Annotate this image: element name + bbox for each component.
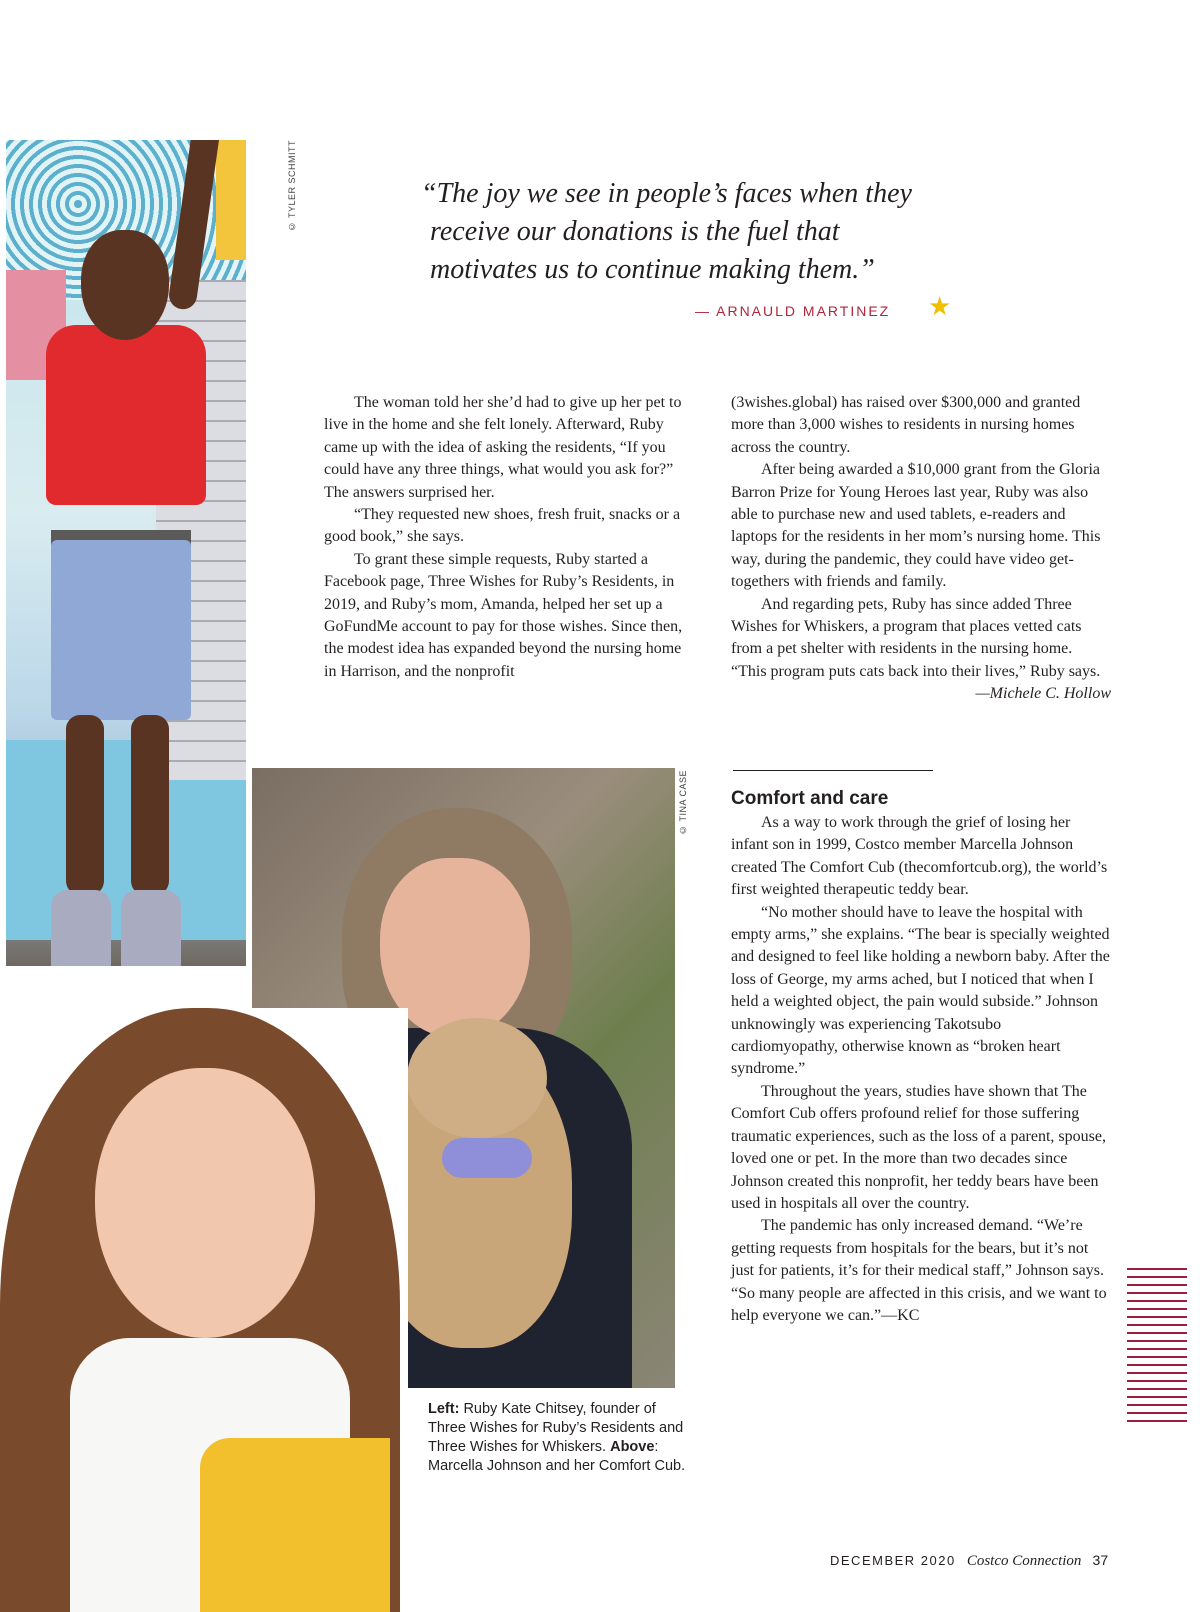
photo-credit-boy: © TYLER SCHMITT (287, 140, 297, 232)
paragraph: To grant these simple requests, Ruby started a Facebook page, Three Wishes for Ruby’s Residents, in 2019, and Ruby’s mom, Amanda, helped her set up a GoFundMe account to pay for those wishes. Since then, the modest idea has expanded beyond the nursing home in Harrison, and the nonprofit (324, 550, 683, 680)
caption-text-left: Ruby Kate Chitsey, founder of Three Wishes for Ruby’s Residents and Three Wishes for Whiskers. (428, 1401, 684, 1455)
paragraph: “No mother should have to leave the hospital with empty arms,” she explains. “The bear is specially weighted and designed to feel like holding a newborn baby. After the loss of George, my arms ached, but I noticed that when I held a weighted object, the pain would subside.” Johnson unknowingly was experiencing Takotsubo cardiomyopathy, otherwise known as “broken heart syndrome.” (731, 903, 1110, 1078)
byline: —Michele C. Hollow (975, 685, 1111, 703)
photo-credit-woman: © TINA CASE (678, 770, 688, 835)
paragraph: And regarding pets, Ruby has since added Three Wishes for Whiskers, a program that places vetted cats from a pet shelter with residents in the nursing home. “This program puts cats back into their lives,” Ruby says. (731, 595, 1101, 680)
paragraph: “They requested new shoes, fresh fruit, snacks or a good book,” she says. (324, 506, 681, 546)
paragraph: The pandemic has only increased demand. “We’re getting requests from hospitals for the bears, but it’s not just for patients, it’s for their medical staff,” Johnson says. “So many people are affected in this crisis, and we want to help everyone we can.”—KC (731, 1217, 1107, 1324)
article-column-1 (324, 392, 692, 683)
caption-label-left: Left: (428, 1401, 460, 1417)
caption-text-above: : Marcella Johnson and her Comfort Cub. (428, 1439, 686, 1474)
page-number: 37 (1092, 1552, 1109, 1568)
paragraph: As a way to work through the grief of losing her infant son in 1999, Costco member Marcella Johnson created The Comfort Cub (thecomfortcub.org), the world’s first weighted therapeutic teddy bear. (731, 814, 1108, 899)
caption-label-above: Above (610, 1439, 655, 1455)
page-footer (830, 1552, 1108, 1570)
section-divider (733, 770, 933, 771)
photo-girl-portrait (0, 1008, 408, 1612)
article-column-2 (731, 392, 1111, 706)
photo-caption (428, 1400, 686, 1476)
paragraph: After being awarded a $10,000 grant from the Gloria Barron Prize for Young Heroes last year, Ruby was also able to purchase new and used tablets, e-readers and laptops for the residents in her mom’s nursing home. This way, during the pandemic, they could have video get-togethers with friends and family. (731, 461, 1101, 591)
footer-date: DECEMBER 2020 (830, 1553, 956, 1568)
quote-attribution: — ARNAULD MARTINEZ (695, 303, 891, 319)
article-column-3 (731, 812, 1111, 1327)
paragraph: (3wishes.global) has raised over $300,000 and granted more than 3,000 wishes to residents in nursing homes across the country. (731, 394, 1081, 456)
star-icon: ★ (928, 292, 952, 321)
footer-magazine-title: Costco Connection (966, 1553, 1082, 1569)
paragraph: The woman told her she’d had to give up her pet to live in the home and she felt lonely. Afterward, Ruby came up with the idea of asking the residents, “If you could have any three things, what would you ask for?” The answers surprised her. (324, 394, 682, 501)
pull-quote: “The joy we see in people’s faces when they receive our donations is the fuel that motivates us to continue making them.” (421, 178, 912, 285)
decorative-stripes (1127, 1268, 1187, 1428)
paragraph: Throughout the years, studies have shown that The Comfort Cub offers profound relief for those suffering traumatic experiences, such as the loss of a parent, spouse, loved one or pet. In the more than two decades since Johnson created this nonprofit, her teddy bears have been used in hospitals all over the country. (731, 1082, 1106, 1212)
photo-boy-jumping (6, 140, 246, 966)
section-heading: Comfort and care (731, 788, 889, 809)
